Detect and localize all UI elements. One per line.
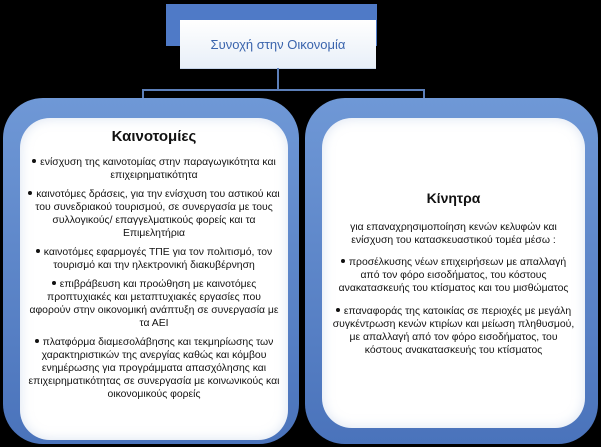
connector-vertical-top (277, 68, 279, 90)
connector-horizontal (142, 89, 425, 91)
bullet-icon (36, 249, 40, 253)
list-item: καινοτόμες εφαρμογές ΤΠΕ για τον πολιτισμό, τον τουρισμό και την ηλεκτρονική διακυβέρνηση (28, 246, 280, 272)
incentives-list (332, 256, 575, 363)
list-item: πλατφόρμα διαμεσολάβησης και τεκμηρίωσης των χαρακτηριστικών της ανεργίας καθώς και κόμβου ενημέρωσης για προγράμματα απασχόλησης και επιχειρηματικότητας σε συνεργασία με κοινωνικούς και οικονομικούς φορείς (28, 337, 280, 400)
bullet-icon (28, 191, 32, 195)
list-item: προσέλκυσης νέων επιχειρήσεων με απαλλαγή από τον φόρο εισοδήματος, του κόστους ανακατασκευής του κτίσματος και του μισθώματος (338, 257, 569, 294)
list-item: επιβράβευση και προώθηση με καινοτόμες προπτυχιακές και μεταπτυχιακές εργασίες που αφορούν στην οικονομική ανάπτυξη σε συνεργασία με τα ΑΕΙ (29, 279, 279, 329)
right-panel-heading: Κίνητρα (426, 190, 481, 206)
list-item: καινοτόμες δράσεις, για την ενίσχυση του αστικού και του συνεδριακού τουρισμού, σε συνεργασία με τους συλλογικούς/ επαγγελματικούς φορείς και τα Επιμελητήρια (28, 188, 280, 240)
right-panel-card (322, 118, 585, 428)
bullet-icon (341, 259, 345, 263)
list-item: επαναφοράς της κατοικίας σε περιοχές με μεγάλη συγκέντρωση κενών κτιρίων και μείωση πληθυσμού, με απαλλαγή από τον φόρο εισοδήματος, του κόστους ανακατασκευής του κτίσματος (332, 306, 575, 356)
right-panel-intro: για επαναχρησιμοποίηση κενών κελυφών και ενίσχυση του κατασκευαστικού τομέα μέσω : (350, 222, 557, 246)
diagram-title (180, 20, 376, 69)
innovations-list (28, 156, 280, 407)
bullet-icon (35, 339, 39, 343)
diagram-title-text: Συνοχή στην Οικονομία (210, 36, 346, 52)
list-item: ενίσχυση της καινοτομίας στην παραγωγικότητα και επιχειρηματικότητα (28, 156, 280, 182)
left-panel-heading: Καινοτομίες (111, 128, 197, 145)
bullet-icon (336, 308, 340, 312)
bullet-icon (52, 281, 56, 285)
left-panel-card (20, 118, 288, 440)
bullet-icon (32, 159, 36, 163)
